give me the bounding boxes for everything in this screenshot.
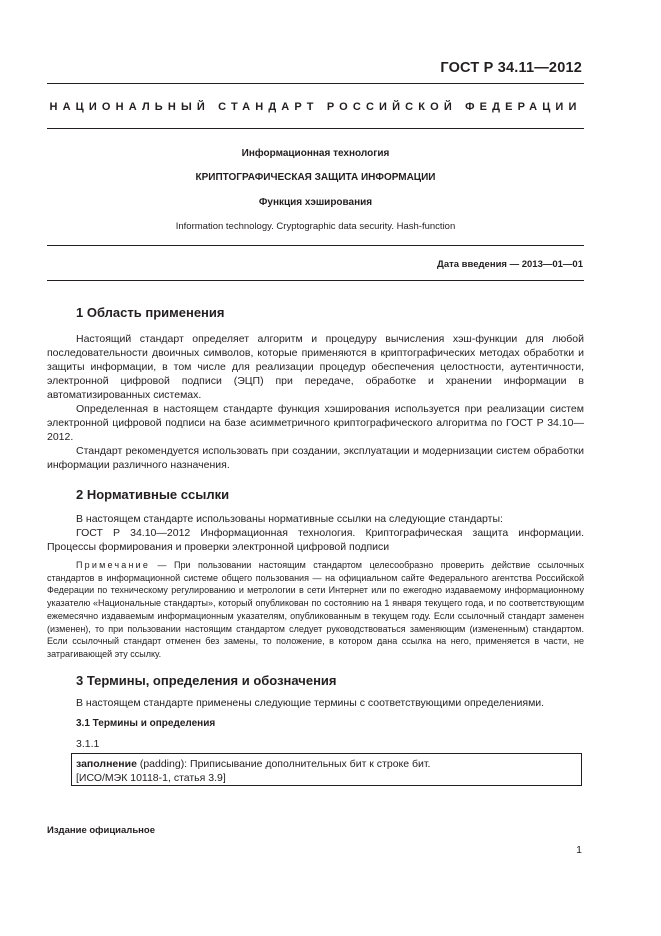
note-text: — При пользовании настоящим стандартом целесообразно проверить действие ссылочных стандартов в информационной системе общего пользования — на официальном сайте Федерального агентства Российской Федерации по техническому регулированию и метрологии в сети Интернет или по ежегодно издаваемому информационному указателю «Национальные стандарты», который опубликован по состоянию на 1 января текущего года, и по соответствующим ежемесячно издаваемым информационным указателям, опубликованным в текущем году. Если ссылочный стандарт заменен (изменен), то при пользовании настоящим стандартом следует руководствоваться заменяющим (измененным) стандартом. Если ссылочный стандарт отменен без замены, то положение, в котором дана ссылка на него, применяется в части, не затрагивающей эту ссылку. — [47, 560, 584, 659]
title-english: Information technology. Cryptographic data security. Hash-function — [175, 221, 456, 232]
header-rule — [47, 83, 584, 84]
title-line-2: КРИПТОГРАФИЧЕСКАЯ ЗАЩИТА ИНФОРМАЦИИ — [195, 172, 436, 183]
term-definition-box — [71, 753, 582, 786]
section-3-heading: 3 Термины, определения и обозначения — [76, 673, 337, 688]
note — [47, 559, 584, 661]
section-1-paragraph-1: Настоящий стандарт определяет алгоритм и процедуру вычисления хэш-функции для любой последовательности двоичных символов, которые применяются в криптографических методах обработки и защиты информации, в том числе для реализации процедур обеспечения целостности, аутентичности, электронной цифровой подписи (ЭЦП) при передаче, обработке и хранении информации в автоматизированных системах. — [47, 333, 584, 401]
term-source: [ИСО/МЭК 10118-1, статья 3.9] — [76, 772, 226, 784]
normative-reference: ГОСТ Р 34.10—2012 Информационная технология. Криптографическая защита информации. Процессы формирования и проверки электронной цифровой подписи — [47, 527, 584, 553]
note-label: Примечание — [76, 560, 151, 570]
term-name: заполнение — [76, 758, 137, 770]
title-line-3: Функция хэширования — [258, 197, 373, 208]
term-definition-text: (padding): Приписывание дополнительных бит к строке бит. — [136, 758, 431, 770]
page-number: 1 — [576, 844, 582, 856]
intro-rule — [47, 280, 584, 281]
section-1-paragraph-3: Стандарт рекомендуется использовать при создании, эксплуатации и модернизации систем обработки информации различного назначения. — [47, 445, 584, 471]
title-line-1: Информационная технология — [241, 148, 390, 159]
official-edition-label: Издание официальное — [47, 825, 155, 836]
subsection-3-1-heading: 3.1 Термины и определения — [76, 718, 216, 729]
section-3-paragraph-1: В настоящем стандарте применены следующие термины с соответствующими определениями. — [76, 697, 545, 709]
introduction-date: Дата введения — 2013—01—01 — [437, 259, 583, 270]
term-definition — [76, 757, 581, 771]
section-2-heading: 2 Нормативные ссылки — [76, 487, 230, 502]
term-number: 3.1.1 — [76, 738, 100, 750]
header-rule — [47, 128, 584, 129]
document-number: ГОСТ Р 34.11—2012 — [440, 60, 582, 76]
national-standard-title: НАЦИОНАЛЬНЫЙ СТАНДАРТ РОССИЙСКОЙ ФЕДЕРАЦИИ — [49, 101, 582, 113]
title-rule — [47, 245, 584, 246]
section-2-paragraph-1: В настоящем стандарте использованы нормативные ссылки на следующие стандарты: — [76, 513, 503, 525]
section-1-paragraph-2: Определенная в настоящем стандарте функция хэширования используется при реализации систем электронной цифровой подписи на базе асимметричного криптографического алгоритма по ГОСТ Р 34.10—2012. — [47, 403, 584, 443]
section-1-heading: 1 Область применения — [76, 305, 225, 320]
